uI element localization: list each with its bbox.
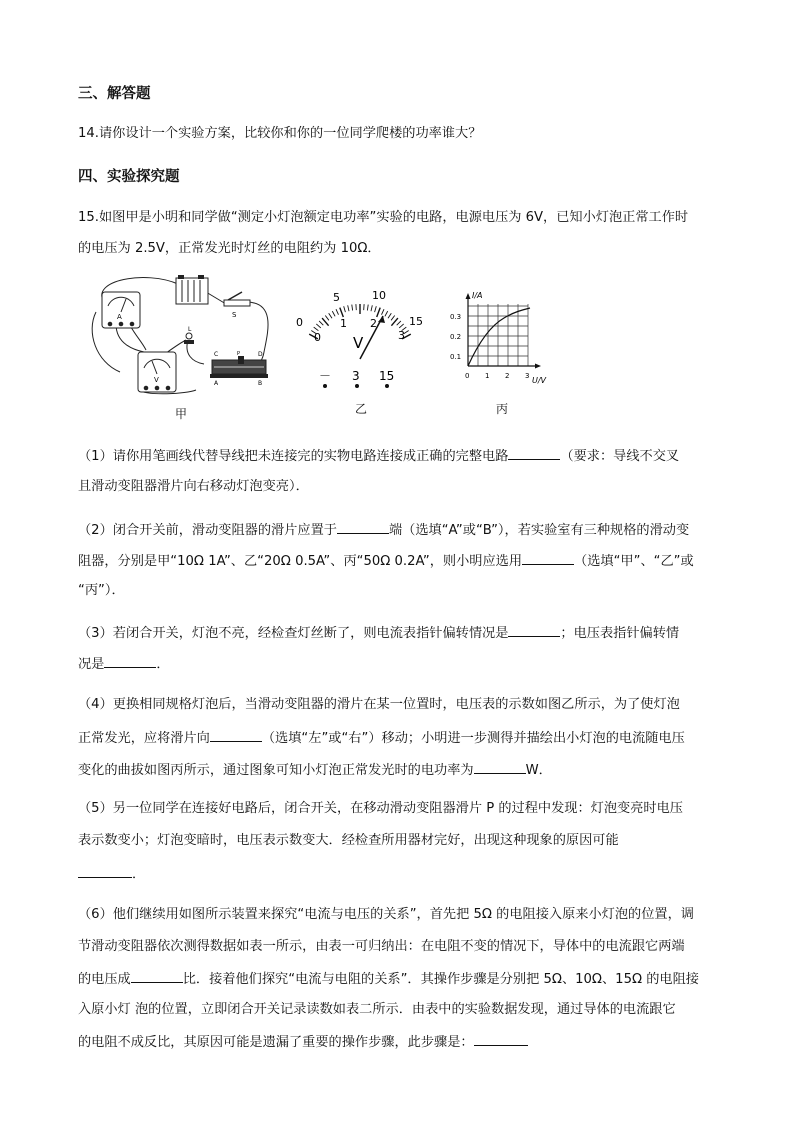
dial-tick bbox=[375, 306, 377, 312]
q15-p3-text-a: （3）若闭合开关，灯泡不亮，经检查灯丝断了，则电流表指针偏转情况是 bbox=[78, 626, 509, 641]
lamp-icon bbox=[184, 326, 194, 344]
dial-tick bbox=[367, 305, 368, 311]
switch-label: S bbox=[232, 311, 237, 319]
dial-tick bbox=[325, 316, 329, 321]
q15-p2-text-b: 端（选填“A”或“B”），若实验室有三种规格的滑动变 bbox=[388, 523, 690, 538]
q15-part3-line1 bbox=[78, 623, 728, 643]
answer-blank-p1[interactable] bbox=[508, 446, 560, 460]
q15-part5-line3 bbox=[78, 864, 728, 884]
dial-tick bbox=[377, 308, 381, 317]
q15-p1-text-b: （要求：导线不交叉 bbox=[560, 449, 680, 464]
answer-blank-p4-power[interactable] bbox=[474, 760, 526, 774]
q15-part2-line3: “丙”）． bbox=[78, 583, 125, 598]
dial-top-10: 10 bbox=[372, 289, 386, 302]
question-14: 14.请你设计一个实验方案，比较你和你的一位同学爬楼的功率谁大？ bbox=[78, 126, 482, 141]
q15-p4-text-c: 变化的曲拔如图丙所示，通过图象可知小灯泡正常发光时的电功率为 bbox=[78, 763, 474, 778]
q15-part4-line3 bbox=[78, 760, 728, 780]
dial-tick bbox=[382, 309, 385, 315]
answer-blank-p3-voltmeter[interactable] bbox=[104, 654, 156, 668]
q15-part2-line2 bbox=[78, 551, 728, 571]
dial-bottom-3: 3 bbox=[398, 329, 405, 342]
rheostat-label-b: B bbox=[258, 380, 263, 387]
rheostat-label-p: P bbox=[237, 351, 241, 357]
figure-jia-label: 甲 bbox=[175, 407, 188, 421]
q15-part2-line1 bbox=[78, 520, 728, 540]
section-3-heading: 三、解答题 bbox=[78, 86, 151, 102]
x-tick-3: 3 bbox=[525, 372, 530, 380]
q15-part1-line1 bbox=[78, 446, 728, 466]
x-tick-0: 0 bbox=[465, 372, 470, 380]
ammeter-icon bbox=[102, 292, 140, 328]
q15-part6-line4: 入原小灯 泡的位置，立即闭合开关记录读数如表二所示．由表中的实验数据发现，通过导体的电流跟它 bbox=[78, 1002, 676, 1017]
answer-blank-p4-direction[interactable] bbox=[210, 728, 262, 742]
dial-tick bbox=[340, 308, 344, 317]
dial-tick bbox=[336, 309, 339, 315]
answer-blank-p5-reason[interactable] bbox=[78, 864, 132, 878]
dial-bottom-2: 2 bbox=[370, 317, 377, 330]
terminal-3-post bbox=[355, 384, 359, 388]
q15-p2-text-d: （选填“甲”、“乙”或 bbox=[574, 554, 694, 569]
dial-tick bbox=[348, 305, 349, 311]
battery-icon bbox=[176, 275, 208, 304]
q15-p6-text-c: 的电阻不成反比，其原因可能是遗漏了重要的操作步骤，此步骤是： bbox=[78, 1035, 474, 1050]
lamp-label: L bbox=[188, 326, 192, 333]
q15-part1-line2: 且滑动变阻器滑片向右移动灯泡变亮）． bbox=[78, 479, 309, 494]
q15-p2-text-c: 阻器，分别是甲“10Ω 1A”、乙“20Ω 0.5A”、丙“50Ω 0.2A”，则小明应选用 bbox=[78, 554, 523, 569]
q15-p4-text-a: 正常发光，应将滑片向 bbox=[78, 731, 210, 746]
dial-tick bbox=[344, 306, 346, 312]
figure-yi-label: 乙 bbox=[355, 402, 368, 416]
ammeter-label: A bbox=[117, 313, 122, 321]
q15-p3-text-b: ；电压表指针偏转情 bbox=[560, 626, 680, 641]
q15-p6-text-a: 的电压成 bbox=[78, 972, 131, 987]
wire bbox=[206, 292, 226, 304]
q15-part6-line5 bbox=[78, 1032, 728, 1052]
answer-blank-p2-rheostat[interactable] bbox=[522, 551, 574, 565]
dial-tick bbox=[399, 324, 404, 328]
q15-p6-text-b: 比．接着他们探究“电流与电阻的关系”．其操作步骤是分别把 5Ω、10Ω、15Ω 的电阻接 bbox=[182, 972, 699, 987]
x-axis-label: U/V bbox=[532, 376, 547, 385]
dial-tick bbox=[352, 305, 353, 311]
terminal-15-post bbox=[385, 384, 389, 388]
q15-p4-text-b: （选填“左”或“右”）移动；小明进一步测得并描绘出小灯泡的电流随电压 bbox=[261, 731, 685, 746]
q15-part5-line1: （5）另一位同学在连接好电路后，闭合开关，在移动滑动变阻器滑片 P 的过程中发现：灯泡变亮时电压 bbox=[78, 801, 683, 816]
q15-part4-line2 bbox=[78, 728, 728, 748]
q15-part6-line3 bbox=[78, 969, 728, 989]
x-tick-2: 2 bbox=[505, 372, 510, 380]
q15-p3-text-c: 况是 bbox=[78, 657, 105, 672]
dial-tick bbox=[397, 321, 401, 325]
dial-tick bbox=[391, 316, 395, 321]
q15-intro-line2: 的电压为 2.5V，正常发光时灯丝的电阻约为 10Ω． bbox=[78, 241, 381, 256]
dial-bottom-1: 1 bbox=[340, 317, 347, 330]
y-tick-0.2: 0.2 bbox=[450, 333, 462, 341]
y-tick-0.1: 0.1 bbox=[450, 353, 462, 361]
x-tick-1: 1 bbox=[485, 372, 490, 380]
q15-part3-line2 bbox=[78, 654, 728, 674]
rheostat-label-c: C bbox=[214, 351, 219, 358]
rheostat-label-a: A bbox=[214, 380, 219, 387]
section-4-heading: 四、实验探究题 bbox=[78, 169, 180, 185]
rheostat-label-d: D bbox=[258, 351, 263, 358]
figure-jia-circuit bbox=[86, 272, 276, 400]
y-tick-0.3: 0.3 bbox=[450, 313, 462, 321]
dial-tick bbox=[329, 313, 332, 318]
figure-bing-iu-graph bbox=[448, 286, 558, 390]
dial-left-zero: 0 bbox=[296, 316, 303, 329]
dial-tick bbox=[332, 311, 335, 316]
q15-part4-line1: （4）更换相同规格灯泡后，当滑动变阻器的滑片在某一位置时，电压表的示数如图乙所示，为了使灯泡 bbox=[78, 697, 680, 712]
q15-part5-line2: 表示数变小；灯泡变暗时，电压表示数变大．经检查所用器材完好，出现这种现象的原因可能 bbox=[78, 833, 619, 848]
wire bbox=[131, 327, 146, 350]
voltmeter-icon bbox=[138, 352, 176, 392]
dial-symbol-v: V bbox=[353, 334, 364, 352]
figure-bing-label: 丙 bbox=[496, 402, 509, 416]
rheostat-icon bbox=[210, 351, 268, 387]
q15-p1-text-a: （1）请你用笔画线代替导线把未连接完的实物电路连接成正确的完整电路 bbox=[78, 449, 509, 464]
dial-tick bbox=[371, 305, 372, 311]
figure-yi-voltmeter-dial bbox=[290, 284, 430, 388]
dial-top-15: 15 bbox=[409, 315, 423, 328]
q15-p2-text-a: （2）闭合开关前，滑动变阻器的滑片应置于 bbox=[78, 523, 337, 538]
terminal-minus: － bbox=[319, 369, 332, 383]
voltmeter-label: V bbox=[154, 376, 159, 384]
dial-bottom-0: 0 bbox=[314, 331, 321, 344]
terminal-15: 15 bbox=[379, 369, 395, 383]
dial-tick bbox=[385, 311, 388, 316]
q15-part6-line2: 节滑动变阻器依次测得数据如表一所示，由表一可归纳出：在电阻不变的情况下，导体中的电流跟它两端 bbox=[78, 939, 685, 954]
dial-tick bbox=[319, 321, 323, 325]
y-axis-label: I/A bbox=[472, 291, 483, 300]
q15-p5-text-end: ． bbox=[132, 867, 146, 882]
q15-part6-line1: （6）他们继续用如图所示装置来探究“电流与电压的关系”，首先把 5Ω 的电阻接入原来小灯泡的位置，调 bbox=[78, 907, 694, 922]
dial-top-5: 5 bbox=[333, 291, 340, 304]
iu-curve bbox=[468, 308, 530, 366]
q15-p4-text-d: W． bbox=[525, 763, 552, 778]
q15-intro-line1: 15.如图甲是小明和同学做“测定小灯泡额定电功率”实验的电路，电源电压为 6V，已知小灯泡正常工作时 bbox=[78, 210, 689, 225]
terminal-minus-post bbox=[323, 384, 327, 388]
answer-blank-p2-end[interactable] bbox=[337, 520, 389, 534]
terminal-3: 3 bbox=[352, 369, 360, 383]
answer-blank-p3-ammeter[interactable] bbox=[508, 623, 560, 637]
dial-tick bbox=[316, 324, 321, 328]
q15-p3-text-d: ． bbox=[156, 657, 170, 672]
answer-blank-p6-relation[interactable] bbox=[131, 969, 183, 983]
dial-tick bbox=[388, 313, 391, 318]
answer-blank-p6-step[interactable] bbox=[474, 1032, 528, 1046]
switch-icon bbox=[224, 292, 250, 319]
